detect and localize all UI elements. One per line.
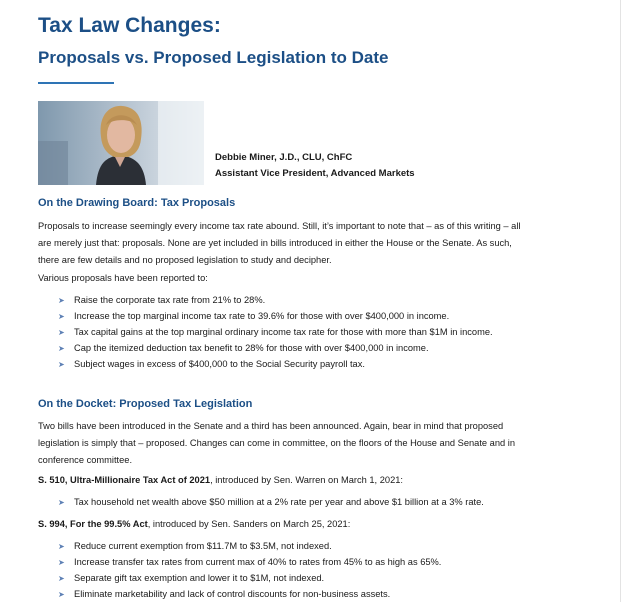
arrow-bullet-icon: ➤ xyxy=(58,542,65,551)
author-name: Debbie Miner, J.D., CLU, ChFC xyxy=(215,152,353,163)
section1-bullet-list xyxy=(58,292,493,372)
list-item: ➤ Reduce current exemption from $11.7M to $3.5M, not indexed. xyxy=(58,538,441,554)
section1-intro xyxy=(38,218,578,269)
arrow-bullet-icon: ➤ xyxy=(58,590,65,599)
arrow-bullet-icon: ➤ xyxy=(58,558,65,567)
author-block xyxy=(215,150,415,182)
list-item: ➤ Cap the itemized deduction tax benefit to 28% for those with over $400,000 in income. xyxy=(58,340,493,356)
arrow-bullet-icon: ➤ xyxy=(58,360,65,369)
arrow-bullet-icon: ➤ xyxy=(58,498,65,507)
bill2-name: S. 994, For the 99.5% Act xyxy=(38,519,148,529)
bill2-desc: , introduced by Sen. Sanders on March 25, 2021: xyxy=(147,519,351,529)
section1-lead: Various proposals have been reported to: xyxy=(38,273,208,283)
arrow-bullet-icon: ➤ xyxy=(58,344,65,353)
list-item: ➤ Eliminate marketability and lack of control discounts for non-business assets. xyxy=(58,586,441,602)
section1-intro-line: Proposals to increase seemingly every income tax rate abound. Still, it’s important to note that – as of this writing – all xyxy=(38,221,521,231)
list-item: ➤ Subject wages in excess of $400,000 to the Social Security payroll tax. xyxy=(58,356,493,372)
section1-intro-line: are merely just that: proposals. None are yet included in bills introduced in either the House or the Senate. As such, xyxy=(38,238,512,248)
arrow-bullet-icon: ➤ xyxy=(58,328,65,337)
list-item: ➤ Increase the top marginal income tax rate to 39.6% for those with over $400,000 in income. xyxy=(58,308,493,324)
bill1-line xyxy=(38,472,578,489)
title-underline xyxy=(38,82,114,84)
bill2-bullet-list xyxy=(58,538,441,602)
list-item: ➤ Raise the corporate tax rate from 21% to 28%. xyxy=(58,292,493,308)
arrow-bullet-icon: ➤ xyxy=(58,574,65,583)
bill2-line xyxy=(38,516,578,533)
section2-heading: On the Docket: Proposed Tax Legislation xyxy=(38,398,253,410)
arrow-bullet-icon: ➤ xyxy=(58,312,65,321)
section1-heading: On the Drawing Board: Tax Proposals xyxy=(38,197,236,209)
arrow-bullet-icon: ➤ xyxy=(58,296,65,305)
section2-intro-line: conference committee. xyxy=(38,455,133,465)
list-item: ➤ Increase transfer tax rates from current max of 40% to rates from 45% to as high as 65%. xyxy=(58,554,441,570)
section2-intro-line: legislation is simply that – proposed. Changes can come in committee, on the floors of the House and Senate and in xyxy=(38,438,516,448)
author-photo xyxy=(38,101,204,185)
section2-intro-line: Two bills have been introduced in the Senate and a third has been announced. Again, bear in mind that proposed xyxy=(38,421,504,431)
bill1-name: S. 510, Ultra-Millionaire Tax Act of 2021 xyxy=(38,475,211,485)
bill1-desc: , introduced by Sen. Warren on March 1, 2021: xyxy=(210,475,403,485)
list-item: ➤ Tax household net wealth above $50 million at a 2% rate per year and above $1 billion at a 3% rate. xyxy=(58,494,484,510)
bill1-bullet-list xyxy=(58,494,484,510)
section2-intro xyxy=(38,418,578,469)
section1-intro-line: there are few details and no proposed legislation to study and decipher. xyxy=(38,255,332,265)
list-item: ➤ Tax capital gains at the top marginal ordinary income tax rate for those with more than $1M in income. xyxy=(58,324,493,340)
author-role: Assistant Vice President, Advanced Markets xyxy=(215,168,415,179)
document-title: Tax Law Changes: xyxy=(38,14,221,37)
list-item: ➤ Separate gift tax exemption and lower it to $1M, not indexed. xyxy=(58,570,441,586)
document-subtitle: Proposals vs. Proposed Legislation to Date xyxy=(38,48,389,67)
